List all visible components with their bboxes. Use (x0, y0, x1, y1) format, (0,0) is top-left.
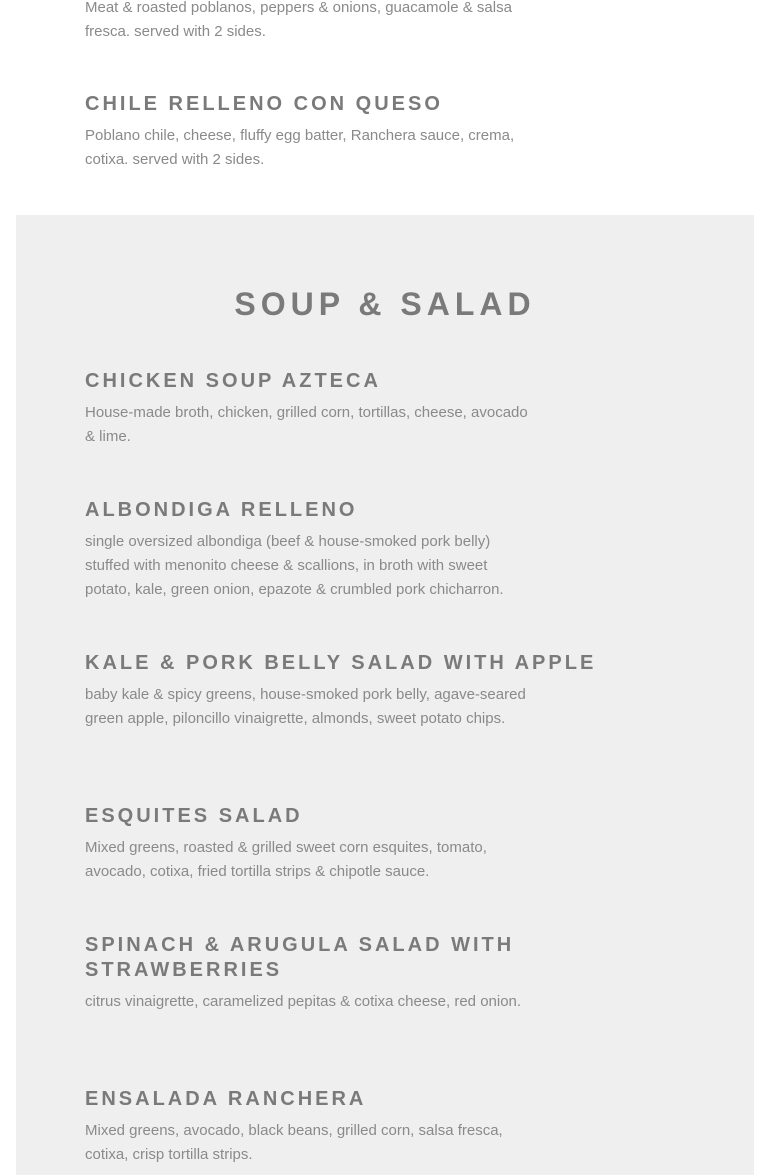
menu-item-description: Mixed greens, roasted & grilled sweet corn esquites, tomato, avocado, cotixa, fried tortilla strips & chipotle sauce. (85, 839, 487, 880)
menu-item-title: SPINACH & ARUGULA SALAD WITH STRAWBERRIES (85, 934, 515, 981)
menu-item-title: CHILE RELLENO CON QUESO (85, 93, 443, 115)
menu-item-title: CHICKEN SOUP AZTECA (85, 370, 381, 392)
menu-item-description: Mixed greens, avocado, black beans, grilled corn, salsa fresca, cotixa, crisp tortilla strips. (85, 1122, 503, 1163)
menu-item-description: Poblano chile, cheese, fluffy egg batter, Ranchera sauce, crema, cotixa. served with 2 sides. (85, 127, 515, 168)
menu-item-title: KALE & PORK BELLY SALAD WITH APPLE (85, 652, 597, 674)
menu-item-title: ENSALADA RANCHERA (85, 1088, 367, 1110)
menu-item-description: Meat & roasted poblanos, peppers & onions, guacamole & salsa fresca. served with 2 sides. (85, 0, 512, 40)
section-title: SOUP & SALAD (234, 286, 536, 322)
menu-item-ensalada-ranchera (85, 1087, 645, 1167)
menu-item-title: ALBONDIGA RELLENO (85, 499, 358, 521)
menu-item-title: ESQUITES SALAD (85, 805, 303, 827)
menu-item-chile-relleno (85, 92, 645, 172)
menu-item-albondiga-relleno (85, 498, 645, 602)
menu-item-description: baby kale & spicy greens, house-smoked pork belly, agave-seared green apple, piloncillo vinaigrette, almonds, sweet potato chips. (85, 686, 526, 727)
menu-item-kale-pork-belly-salad (85, 651, 645, 731)
menu-item-description: citrus vinaigrette, caramelized pepitas & cotixa cheese, red onion. (85, 993, 522, 1010)
menu-item-fajita-partial (85, 0, 645, 44)
menu-item-chicken-soup-azteca (85, 369, 645, 449)
menu-item-spinach-arugula-salad (85, 933, 645, 1014)
menu-item-description: House-made broth, chicken, grilled corn, tortillas, cheese, avocado & lime. (85, 404, 528, 445)
menu-item-esquites-salad (85, 804, 645, 884)
menu-item-description: single oversized albondiga (beef & house-smoked pork belly) stuffed with menonito cheese & scallions, in broth with sweet potato, kale, green onion, epazote & crumbled pork chicharron. (85, 533, 504, 598)
